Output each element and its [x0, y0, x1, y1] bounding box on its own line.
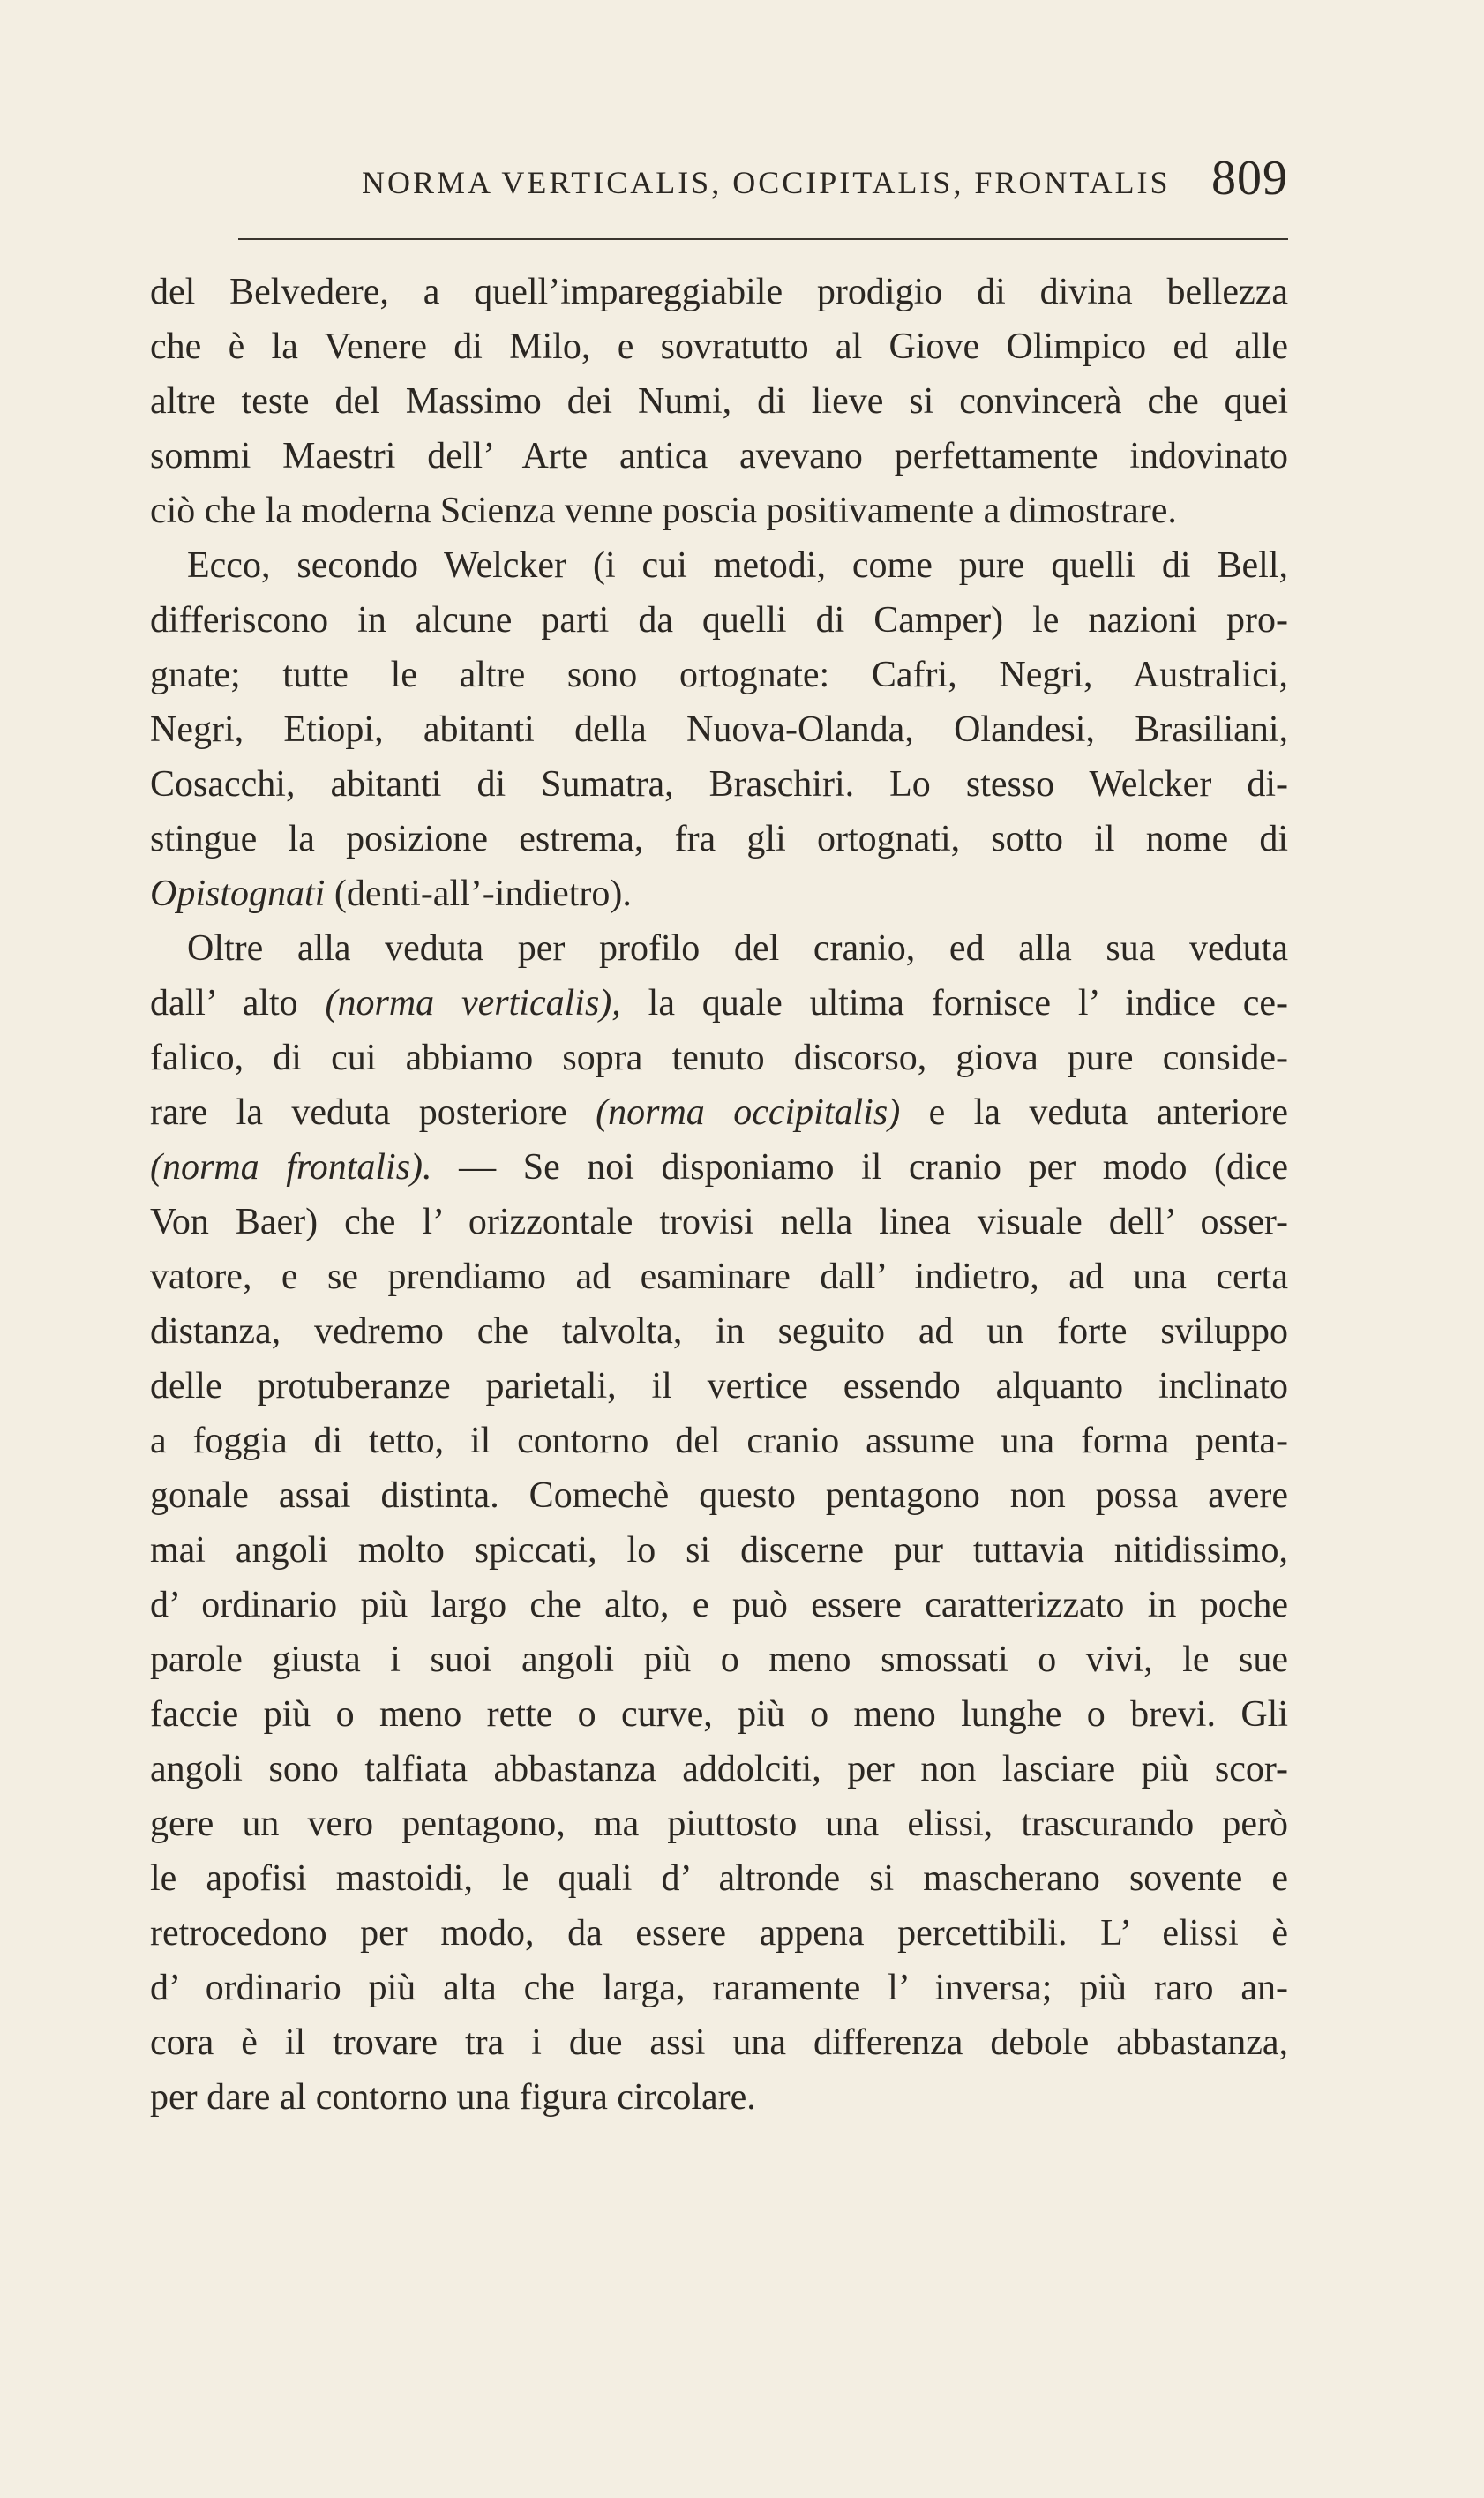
body-text [150, 265, 1288, 2125]
page-number: 809 [1211, 151, 1288, 206]
text-line: d’ ordinario più alta che larga, raramente l’ inversa; più raro an- [150, 1968, 1288, 2008]
text-fragment: dall’ alto [150, 983, 326, 1024]
text-line: Oltre alla veduta per profilo del cranio, ed alla sua veduta [187, 928, 1288, 969]
text-line: Cosacchi, abitanti di Sumatra, Braschiri. Lo stesso Welcker di- [150, 764, 1288, 805]
text-fragment: rare la veduta posteriore [150, 1092, 596, 1133]
running-head: NORMA VERTICALIS, OCCIPITALIS, FRONTALIS [362, 165, 1171, 200]
text-line: retrocedono per modo, da essere appena percettibili. L’ elissi è [150, 1913, 1288, 1954]
text-line: le apofisi mastoidi, le quali d’ altronde si mascherano sovente e [150, 1858, 1288, 1899]
text-fragment: la quale ultima fornisce l’ indice ce- [620, 983, 1288, 1024]
text-line: che è la Venere di Milo, e sovratutto al Giove Olimpico ed alle [150, 326, 1288, 367]
italic-term: (norma verticalis), [325, 983, 621, 1024]
text-line [150, 1085, 1288, 1140]
text-line: stingue la posizione estrema, fra gli ortognati, sotto il nome di [150, 819, 1288, 859]
page-header [238, 148, 1288, 228]
text-line: gonale assai distinta. Comechè questo pentagono non possa avere [150, 1475, 1288, 1516]
text-line: vatore, e se prendiamo ad esaminare dall’ indietro, ad una certa [150, 1257, 1288, 1297]
text-line: gere un vero pentagono, ma piuttosto una elissi, trascurando però [150, 1804, 1288, 1844]
text-line: falico, di cui abbiamo sopra tenuto discorso, giova pure conside- [150, 1038, 1288, 1078]
italic-term: Opistognati [150, 874, 326, 914]
text-line: Ecco, secondo Welcker (i cui metodi, come pure quelli di Bell, [187, 545, 1288, 586]
text-line [150, 1140, 1288, 1195]
italic-term: (norma frontalis). [150, 1147, 432, 1188]
text-line [150, 866, 1288, 921]
text-line: differiscono in alcune parti da quelli di Camper) le nazioni pro- [150, 600, 1288, 641]
text-fragment: — Se noi disponiamo il cranio per modo (dice [431, 1147, 1288, 1188]
text-fragment: e la veduta anteriore [900, 1092, 1289, 1133]
header-rule [238, 238, 1288, 240]
text-line: mai angoli molto spiccati, lo si discerne pur tuttavia nitidissimo, [150, 1530, 1288, 1571]
text-line: sommi Maestri dell’ Arte antica avevano perfettamente indovinato [150, 436, 1288, 476]
text-line: distanza, vedremo che talvolta, in seguito ad un forte sviluppo [150, 1311, 1288, 1352]
italic-term: (norma occipitalis) [596, 1092, 901, 1133]
text-line: Von Baer) che l’ orizzontale trovisi nella linea visuale dell’ osser- [150, 1202, 1288, 1242]
text-fragment: (denti-all’-indietro). [325, 874, 632, 914]
text-line: altre teste del Massimo dei Numi, di lieve si convincerà che quei [150, 381, 1288, 422]
text-line [150, 976, 1288, 1031]
text-line: delle protuberanze parietali, il vertice essendo alquanto inclinato [150, 1366, 1288, 1407]
text-line: ciò che la moderna Scienza venne poscia positivamente a dimostrare. [150, 491, 1177, 531]
text-line: gnate; tutte le altre sono ortognate: Cafri, Negri, Australici, [150, 655, 1288, 695]
text-line: a foggia di tetto, il contorno del cranio assume una forma penta- [150, 1421, 1288, 1461]
text-line: del Belvedere, a quell’impareggiabile prodigio di divina bellezza [150, 272, 1288, 312]
text-line: Negri, Etiopi, abitanti della Nuova-Olanda, Olandesi, Brasiliani, [150, 709, 1288, 750]
text-line: cora è il trovare tra i due assi una differenza debole abbastanza, [150, 2022, 1288, 2063]
text-line: faccie più o meno rette o curve, più o meno lunghe o brevi. Gli [150, 1694, 1288, 1735]
text-line: angoli sono talfiata abbastanza addolciti, per non lasciare più scor- [150, 1749, 1288, 1789]
text-line: per dare al contorno una figura circolare. [150, 2077, 756, 2118]
text-line: d’ ordinario più largo che alto, e può essere caratterizzato in poche [150, 1585, 1288, 1625]
text-line: parole giusta i suoi angoli più o meno smossati o vivi, le sue [150, 1639, 1288, 1680]
